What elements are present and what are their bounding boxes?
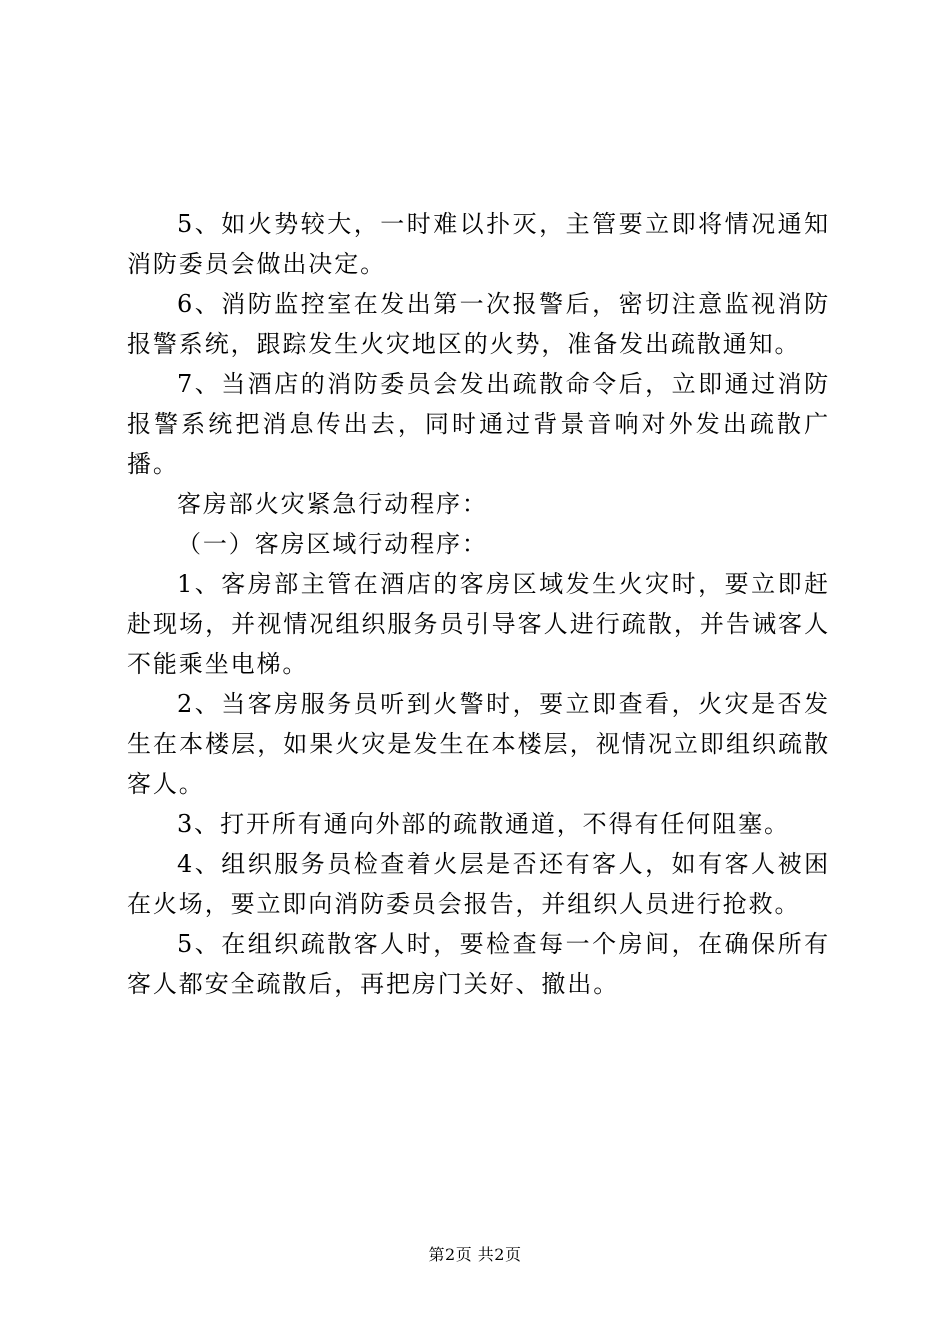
document-body [127, 204, 830, 1004]
paragraph-item-3: 3、打开所有通向外部的疏散通道，不得有任何阻塞。 [177, 810, 790, 838]
paragraph-item-5-evacuation: 5、在组织疏散客人时，要检查每一个房间，在确保所有客人都安全疏散后，再把房门关好、撤出。 [127, 930, 830, 998]
paragraph-item-4: 4、组织服务员检查着火层是否还有客人，如有客人被困在火场，要立即向消防委员会报告，并组织人员进行抢救。 [127, 850, 830, 918]
page-number-footer: 第2页 共2页 [428, 1245, 522, 1264]
paragraph-item-2: 2、当客房服务员听到火警时，要立即查看，火灾是否发生在本楼层，如果火灾是发生在本楼层，视情况立即组织疏散客人。 [127, 690, 830, 798]
section-heading: 客房部火灾紧急行动程序： [177, 490, 488, 518]
paragraph-item-1: 1、客房部主管在酒店的客房区域发生火灾时，要立即赶赴现场，并视情况组织服务员引导客人进行疏散，并告诫客人不能乘坐电梯。 [127, 570, 830, 678]
subsection-heading: （一）客房区域行动程序： [177, 530, 488, 558]
paragraph-item-5: 5、如火势较大，一时难以扑灭，主管要立即将情况通知消防委员会做出决定。 [127, 210, 830, 278]
paragraph-item-6: 6、消防监控室在发出第一次报警后，密切注意监视消防报警系统，跟踪发生火灾地区的火势，准备发出疏散通知。 [127, 290, 830, 358]
paragraph-item-7: 7、当酒店的消防委员会发出疏散命令后，立即通过消防报警系统把消息传出去，同时通过背景音响对外发出疏散广播。 [127, 370, 830, 478]
